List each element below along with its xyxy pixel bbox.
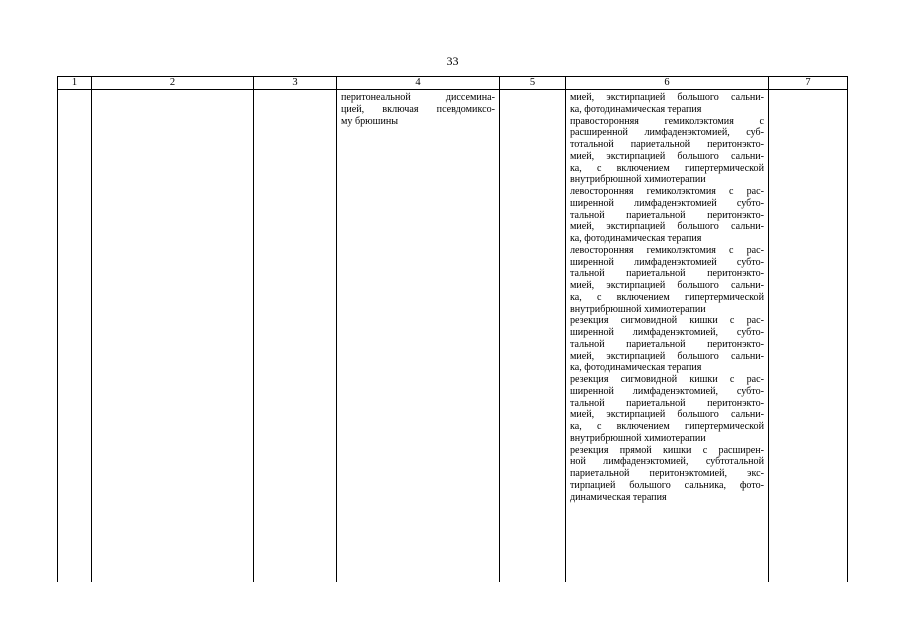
text-line: ширенной лимфаденэктомией, субто- [570,385,764,397]
text-line: внутрибрюшной химиотерапии [570,432,706,444]
cell-col-6 [566,90,769,582]
cell-col-7 [769,90,848,582]
table-row [58,90,848,582]
treatment-table [57,76,848,582]
text-line: ка, с включением гипертермической [570,162,764,174]
text-line: ширенной лимфаденэктомией, субто- [570,327,764,338]
text-line: перитонеальной диссемина- [341,92,495,103]
text-line: тальной париетальной перитонэкто- [570,268,764,280]
column-header-6: 6 [566,77,769,90]
column-header-4: 4 [337,77,500,90]
text-line: ной лимфаденэктомией, субтотальной [570,456,764,468]
text-line: резекция сигмовидной кишки с рас- [570,374,764,385]
column-header-1: 1 [58,77,92,90]
text-line: внутрибрюшной химиотерапии [570,174,706,186]
text-line: резекция сигмовидной кишки с рас- [570,315,764,327]
text-line: динамическая терапия [570,491,667,503]
text-line: му брюшины [341,115,399,127]
column-header-2: 2 [92,77,254,90]
text-line: париетальной перитонэктомией, экс- [570,468,764,479]
text-line: ка, фотодинамическая терапия [570,103,702,115]
cell-col-5 [500,90,566,582]
diagnosis-text [341,92,495,127]
text-line: тальной париетальной перитонэкто- [570,209,764,221]
text-line: мией, экстирпацией большого сальни- [570,221,764,233]
text-line: ширенной лимфаденэктомией субто- [570,256,764,268]
column-number-row [58,77,848,90]
column-header-5: 5 [500,77,566,90]
column-header-7: 7 [769,77,848,90]
cell-col-3 [254,90,337,582]
column-header-3: 3 [254,77,337,90]
text-line: левосторонняя гемиколэктомия с рас- [570,244,764,256]
cell-col-4 [337,90,500,582]
text-line: мией, экстирпацией большого сальни- [570,409,764,421]
text-line: мией, экстирпацией большого сальни- [570,150,764,162]
cell-col-2 [92,90,254,582]
text-line: ка, с включением гипертермической [570,291,764,303]
text-line: ка, с включением гипертермической [570,421,764,432]
treatment-text [570,92,764,503]
text-line: левосторонняя гемиколэктомия с рас- [570,186,764,197]
text-line: расширенной лимфаденэктомией, суб- [570,127,764,139]
text-line: тотальной париетальной перитонэкто- [570,139,764,150]
text-line: тирпацией большого сальника, фото- [570,479,764,491]
text-line: ширенной лимфаденэктомией субто- [570,197,764,209]
text-line: ка, фотодинамическая терапия [570,362,702,374]
text-line: мией, экстирпацией большого сальни- [570,280,764,291]
text-line: цией, включая псевдомиксо- [341,103,495,115]
text-line: внутрибрюшной химиотерапии [570,303,706,315]
text-line: мией, экстирпацией большого сальни- [570,92,764,103]
text-line: резекция прямой кишки с расширен- [570,444,764,456]
text-line: тальной париетальной перитонэкто- [570,397,764,409]
text-line: тальной париетальной перитонэкто- [570,338,764,350]
text-line: правосторонняя гемиколэктомия с [570,115,764,127]
text-line: мией, экстирпацией большого сальни- [570,350,764,362]
page-number: 33 [446,54,459,68]
cell-col-1 [58,90,92,582]
text-line: ка, фотодинамическая терапия [570,233,702,244]
